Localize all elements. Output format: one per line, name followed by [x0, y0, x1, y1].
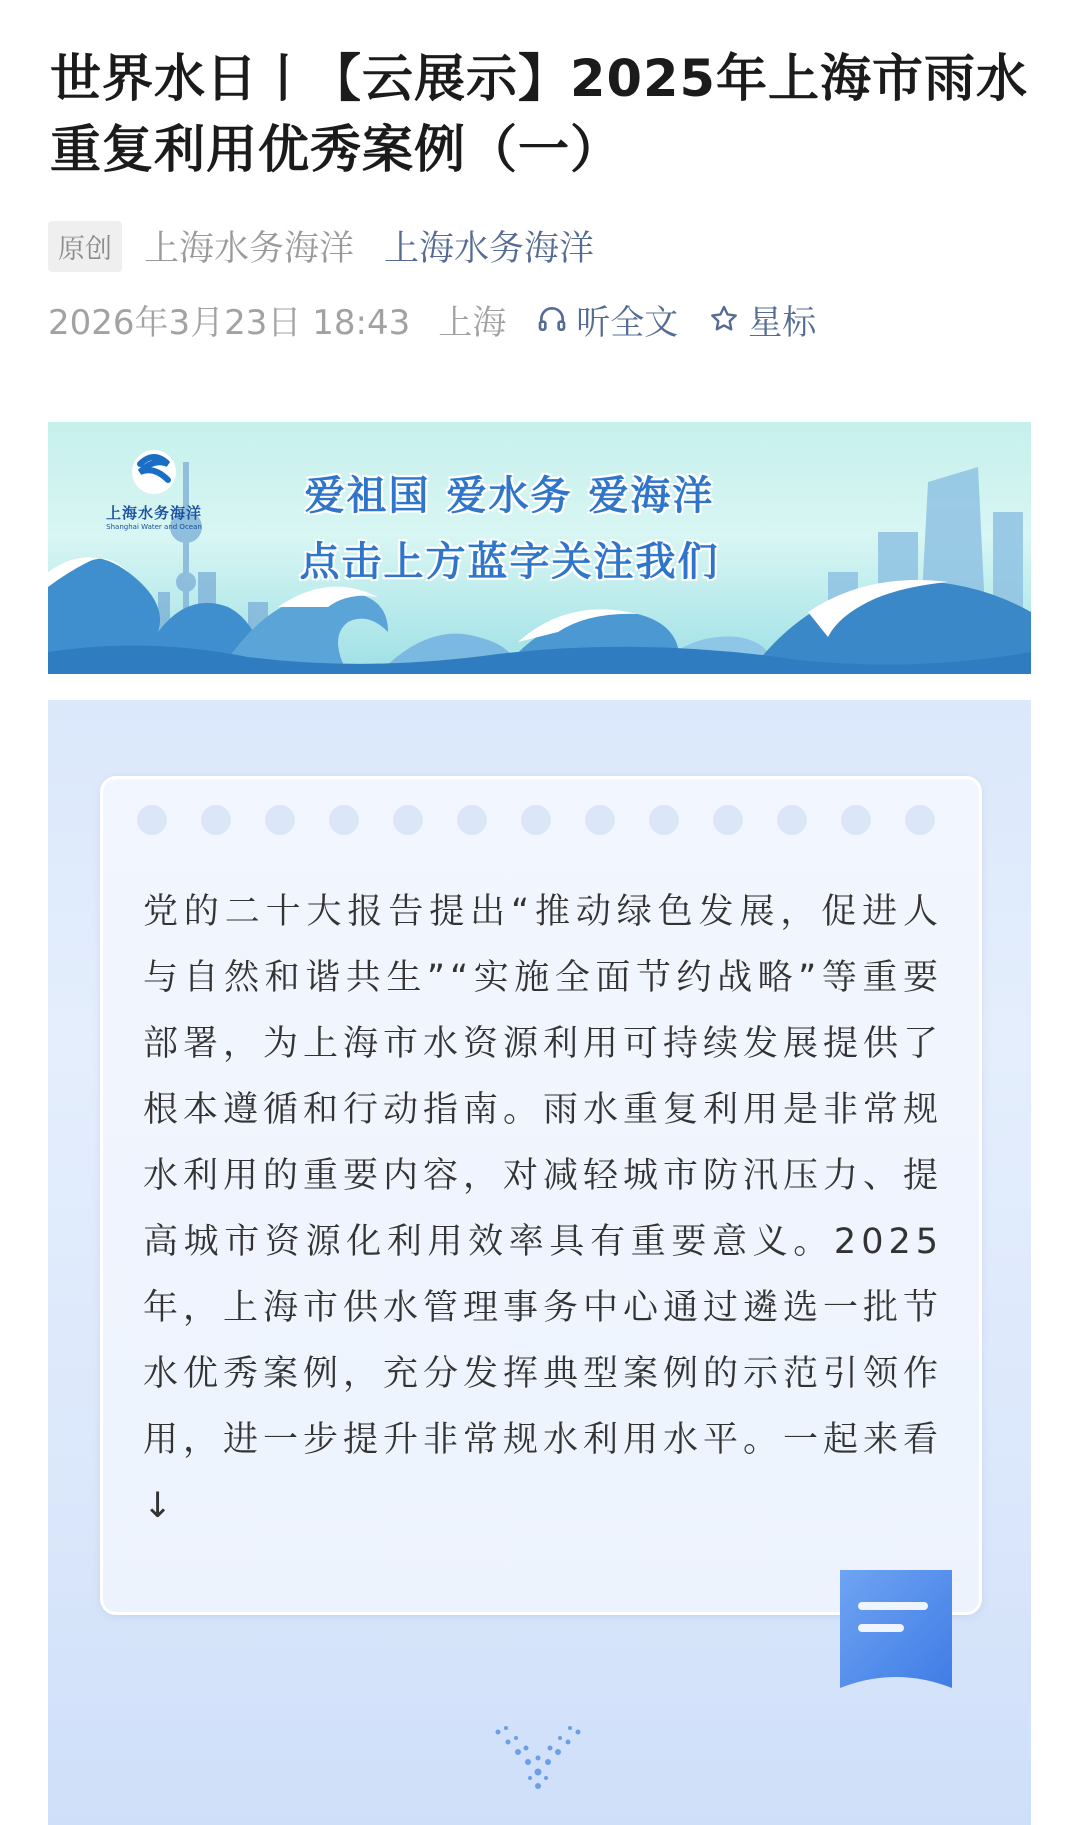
- author-row: [48, 220, 594, 272]
- follow-banner[interactable]: [48, 422, 1031, 674]
- original-badge: 原创: [48, 221, 122, 272]
- headphones-icon: [536, 303, 568, 335]
- account-link[interactable]: 上海水务海洋: [384, 229, 595, 269]
- listen-label: 听全文: [576, 302, 679, 343]
- article-title: 世界水日丨【云展示】2025年上海市雨水重复利用优秀案例（一）: [50, 50, 1028, 180]
- star-button[interactable]: [708, 295, 816, 344]
- card-dots: [137, 805, 935, 835]
- content-section: [48, 700, 1031, 1825]
- banner-slogan-line1: 爱祖国 爱水务 爱海洋: [304, 473, 715, 519]
- bookmark-icon: [836, 1566, 956, 1691]
- logo-text: 上海水务海洋: [105, 504, 202, 522]
- chevron-down-icon: [488, 1720, 588, 1810]
- publish-location: 上海: [438, 302, 507, 343]
- intro-card: [100, 776, 982, 1615]
- publish-date: 2026年3月23日 18:43: [48, 302, 411, 343]
- star-icon: [708, 303, 740, 335]
- intro-paragraph: 党的二十大报告提出“推动绿色发展，促进人与自然和谐共生”“实施全面节约战略”等重要部署，为上海市水资源利用可持续发展提供了根本遵循和行动指南。雨水重复利用是非常规水利用的重要内容，对减轻城市防汛压力、提高城市资源化利用效率具有重要意义。2025年，上海市供水管理事务中心通过遴选一批节水优秀案例，充分发挥典型案例的示范引领作用，进一步提升非常规水利用水平。一起来看↓: [143, 892, 944, 1526]
- author-name: 上海水务海洋: [144, 229, 355, 269]
- star-label: 星标: [748, 302, 817, 343]
- banner-slogan-line2: 点击上方蓝字关注我们: [299, 539, 720, 585]
- listen-button[interactable]: [536, 295, 678, 344]
- publish-info-row: [48, 295, 816, 343]
- logo-subtext: Shanghai Water and Ocean: [106, 523, 202, 531]
